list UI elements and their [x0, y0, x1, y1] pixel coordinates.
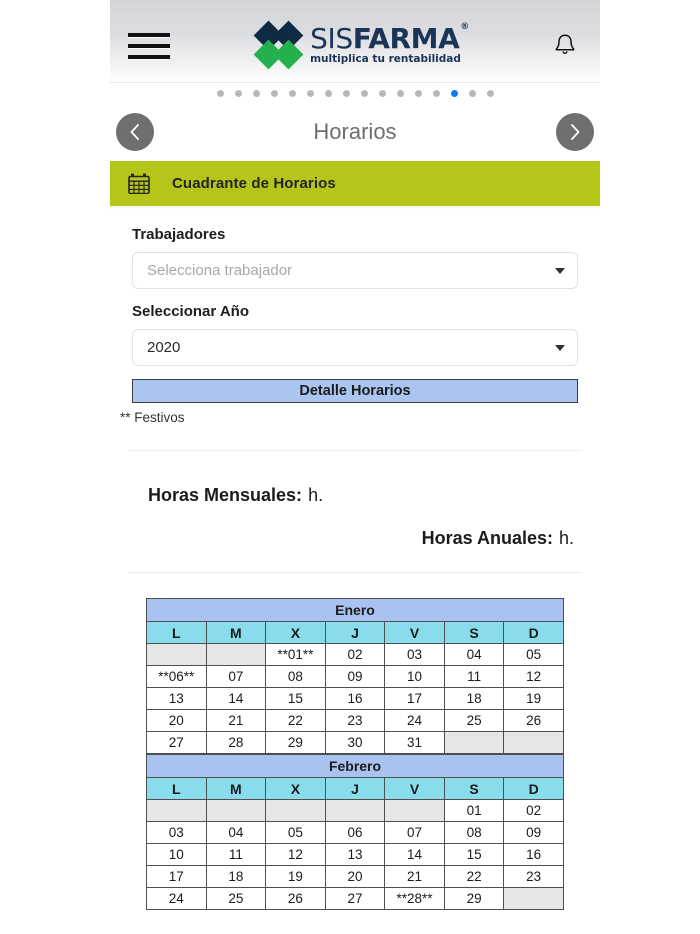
calendar-week-row: [147, 800, 564, 822]
carousel-dot[interactable]: [217, 90, 224, 97]
calendar-day-cell[interactable]: 02: [504, 800, 564, 822]
annual-hours-value: h.: [558, 528, 574, 548]
app-frame: [110, 0, 600, 934]
calendar-dow-header: M: [206, 622, 266, 644]
detalle-horarios-button[interactable]: Detalle Horarios: [132, 379, 578, 403]
carousel-dot[interactable]: [343, 90, 350, 97]
hamburger-bar: [128, 55, 170, 59]
calendar-day-cell[interactable]: 20: [147, 710, 207, 732]
calendar-dow-header: V: [385, 622, 445, 644]
calendar-day-cell[interactable]: 04: [444, 644, 504, 666]
annual-hours-label: Horas Anuales:: [421, 528, 553, 548]
calendar-day-cell[interactable]: 29: [444, 888, 504, 910]
carousel-dot-active[interactable]: [451, 90, 458, 97]
worker-select[interactable]: [132, 252, 578, 289]
calendar-day-cell[interactable]: **01**: [266, 644, 326, 666]
calendar-day-cell[interactable]: 14: [206, 688, 266, 710]
calendar-empty-cell: [325, 800, 385, 822]
chevron-down-icon: [555, 268, 565, 274]
calendar-day-cell[interactable]: 19: [266, 866, 326, 888]
calendar-week-row: [147, 710, 564, 732]
calendar-month-row: [147, 599, 564, 622]
calendar-day-cell[interactable]: 23: [504, 866, 564, 888]
calendar-week-row: [147, 644, 564, 666]
carousel-dots[interactable]: [110, 83, 600, 103]
hamburger-menu-icon[interactable]: [128, 33, 170, 59]
calendar-week-row: [147, 666, 564, 688]
calendar-dow-header: M: [206, 778, 266, 800]
calendar-day-cell[interactable]: 25: [206, 888, 266, 910]
hamburger-bar: [128, 44, 170, 48]
calendar-day-cell[interactable]: 13: [147, 688, 207, 710]
calendar-day-cell[interactable]: 09: [504, 822, 564, 844]
hamburger-bar: [128, 33, 170, 37]
logo-tagline: multiplica tu rentabilidad: [310, 53, 461, 66]
page-navigation: [110, 103, 600, 161]
app-header: [110, 0, 600, 83]
calendar-day-cell[interactable]: 13: [325, 844, 385, 866]
previous-page-button[interactable]: [116, 113, 154, 151]
calendar-dow-header: S: [444, 778, 504, 800]
calendar-day-cell[interactable]: 19: [504, 688, 564, 710]
calendar-icon: [128, 173, 150, 194]
calendar-day-cell[interactable]: 18: [444, 688, 504, 710]
calendar-day-cell[interactable]: 18: [206, 866, 266, 888]
calendar-empty-cell: [147, 800, 207, 822]
calendar-dow-header: X: [266, 778, 326, 800]
calendar-day-cell[interactable]: 21: [385, 866, 445, 888]
calendar-day-cell[interactable]: 20: [325, 866, 385, 888]
calendar-week-row: [147, 866, 564, 888]
carousel-dot[interactable]: [289, 90, 296, 97]
carousel-dot[interactable]: [487, 90, 494, 97]
calendar-day-cell[interactable]: 01: [444, 800, 504, 822]
calendar-day-cell[interactable]: 09: [325, 666, 385, 688]
calendar-day-cell[interactable]: 21: [206, 710, 266, 732]
calendar-dow-header: D: [504, 622, 564, 644]
annual-hours-row: [132, 506, 578, 549]
calendar-dow-row: [147, 622, 564, 644]
calendar-day-cell[interactable]: 15: [266, 688, 326, 710]
calendar-table: [146, 754, 564, 910]
calendar-day-cell[interactable]: 30: [325, 732, 385, 754]
calendar-day-cell[interactable]: 06: [325, 822, 385, 844]
logo-text-farma: FARMA: [352, 22, 460, 56]
calendar-month-title: Febrero: [147, 755, 564, 778]
calendar-day-cell[interactable]: 16: [325, 688, 385, 710]
logo-registered-mark: ®: [460, 22, 469, 33]
calendar-table: [146, 598, 564, 754]
calendar-day-cell[interactable]: 26: [266, 888, 326, 910]
workers-field-label: Trabajadores: [132, 226, 226, 243]
monthly-hours-value: h.: [308, 485, 324, 505]
calendar-day-cell[interactable]: 14: [385, 844, 445, 866]
calendar-day-cell[interactable]: 11: [444, 666, 504, 688]
section-title: Cuadrante de Horarios: [172, 175, 336, 192]
logo-x-mark-icon: [257, 24, 301, 66]
calendar-empty-cell: [266, 800, 326, 822]
calendar-day-cell[interactable]: 28: [206, 732, 266, 754]
calendar-day-cell[interactable]: 26: [504, 710, 564, 732]
next-page-button[interactable]: [556, 113, 594, 151]
carousel-dot[interactable]: [253, 90, 260, 97]
calendar-day-cell[interactable]: 07: [206, 666, 266, 688]
calendar-day-cell[interactable]: 12: [266, 844, 326, 866]
monthly-hours-label: Horas Mensuales:: [148, 485, 303, 505]
hours-summary: [110, 451, 600, 549]
calendar-week-row: [147, 822, 564, 844]
calendar-empty-cell: [385, 800, 445, 822]
calendar-day-cell[interactable]: 03: [147, 822, 207, 844]
logo-text: [310, 22, 469, 66]
notification-bell-icon[interactable]: [548, 26, 582, 64]
calendar-day-cell[interactable]: 27: [147, 732, 207, 754]
calendar-month-title: Enero: [147, 599, 564, 622]
carousel-dot[interactable]: [361, 90, 368, 97]
calendar-empty-cell: [504, 888, 564, 910]
calendar-day-cell[interactable]: 07: [385, 822, 445, 844]
calendar-day-cell[interactable]: 12: [504, 666, 564, 688]
calendar-day-cell[interactable]: 08: [444, 822, 504, 844]
calendar-day-cell[interactable]: 29: [266, 732, 326, 754]
carousel-dot[interactable]: [307, 90, 314, 97]
calendar-dow-header: D: [504, 778, 564, 800]
calendar-week-row: [147, 732, 564, 754]
logo-text-sis: SIS: [310, 22, 353, 56]
year-select[interactable]: [132, 329, 578, 366]
page-title: Horarios: [313, 119, 397, 144]
holidays-legend: ** Festivos: [120, 410, 185, 425]
calendar-dow-header: S: [444, 622, 504, 644]
worker-select-value: Selecciona trabajador: [147, 262, 293, 279]
calendar-day-cell[interactable]: 22: [266, 710, 326, 732]
calendar-day-cell[interactable]: 03: [385, 644, 445, 666]
calendar-day-cell[interactable]: **06**: [147, 666, 207, 688]
year-select-value: 2020: [147, 339, 181, 356]
calendar-dow-header: V: [385, 778, 445, 800]
calendar-day-cell[interactable]: 23: [325, 710, 385, 732]
calendar-day-cell[interactable]: 08: [266, 666, 326, 688]
year-field-label: Seleccionar Año: [132, 303, 249, 320]
carousel-dot[interactable]: [325, 90, 332, 97]
calendar-empty-cell: [206, 800, 266, 822]
calendar-dow-header: L: [147, 778, 207, 800]
calendar-day-cell[interactable]: 02: [325, 644, 385, 666]
carousel-dot[interactable]: [271, 90, 278, 97]
carousel-dot[interactable]: [379, 90, 386, 97]
carousel-dot[interactable]: [397, 90, 404, 97]
chevron-down-icon: [555, 345, 565, 351]
calendar-dow-header: X: [266, 622, 326, 644]
carousel-dot[interactable]: [469, 90, 476, 97]
calendar-dow-header: L: [147, 622, 207, 644]
carousel-dot[interactable]: [415, 90, 422, 97]
section-header: [110, 161, 600, 206]
carousel-dot[interactable]: [235, 90, 242, 97]
calendar-empty-cell: [504, 732, 564, 754]
schedule-form: [110, 206, 600, 425]
monthly-hours-row: [132, 451, 578, 506]
calendar-empty-cell: [147, 644, 207, 666]
calendar-day-cell[interactable]: 24: [385, 710, 445, 732]
calendar-empty-cell: [206, 644, 266, 666]
calendar-list: [110, 573, 600, 910]
calendar-day-cell[interactable]: 15: [444, 844, 504, 866]
calendar-day-cell[interactable]: 17: [147, 866, 207, 888]
calendar-day-cell[interactable]: 10: [385, 666, 445, 688]
calendar-day-cell[interactable]: 10: [147, 844, 207, 866]
calendar-day-cell[interactable]: 31: [385, 732, 445, 754]
calendar-week-row: [147, 688, 564, 710]
calendar-day-cell[interactable]: 17: [385, 688, 445, 710]
calendar-dow-row: [147, 778, 564, 800]
calendar-day-cell[interactable]: **28**: [385, 888, 445, 910]
calendar-day-cell[interactable]: 27: [325, 888, 385, 910]
calendar-day-cell[interactable]: 25: [444, 710, 504, 732]
calendar-day-cell[interactable]: 24: [147, 888, 207, 910]
calendar-day-cell[interactable]: 22: [444, 866, 504, 888]
carousel-dot[interactable]: [433, 90, 440, 97]
calendar-dow-header: J: [325, 622, 385, 644]
calendar-week-row: [147, 844, 564, 866]
calendar-day-cell[interactable]: 05: [266, 822, 326, 844]
calendar-month-row: [147, 755, 564, 778]
calendar-day-cell[interactable]: 04: [206, 822, 266, 844]
sisfarma-logo[interactable]: [170, 24, 548, 66]
calendar-dow-header: J: [325, 778, 385, 800]
calendar-empty-cell: [444, 732, 504, 754]
calendar-day-cell[interactable]: 11: [206, 844, 266, 866]
calendar-day-cell[interactable]: 05: [504, 644, 564, 666]
calendar-week-row: [147, 888, 564, 910]
calendar-day-cell[interactable]: 16: [504, 844, 564, 866]
